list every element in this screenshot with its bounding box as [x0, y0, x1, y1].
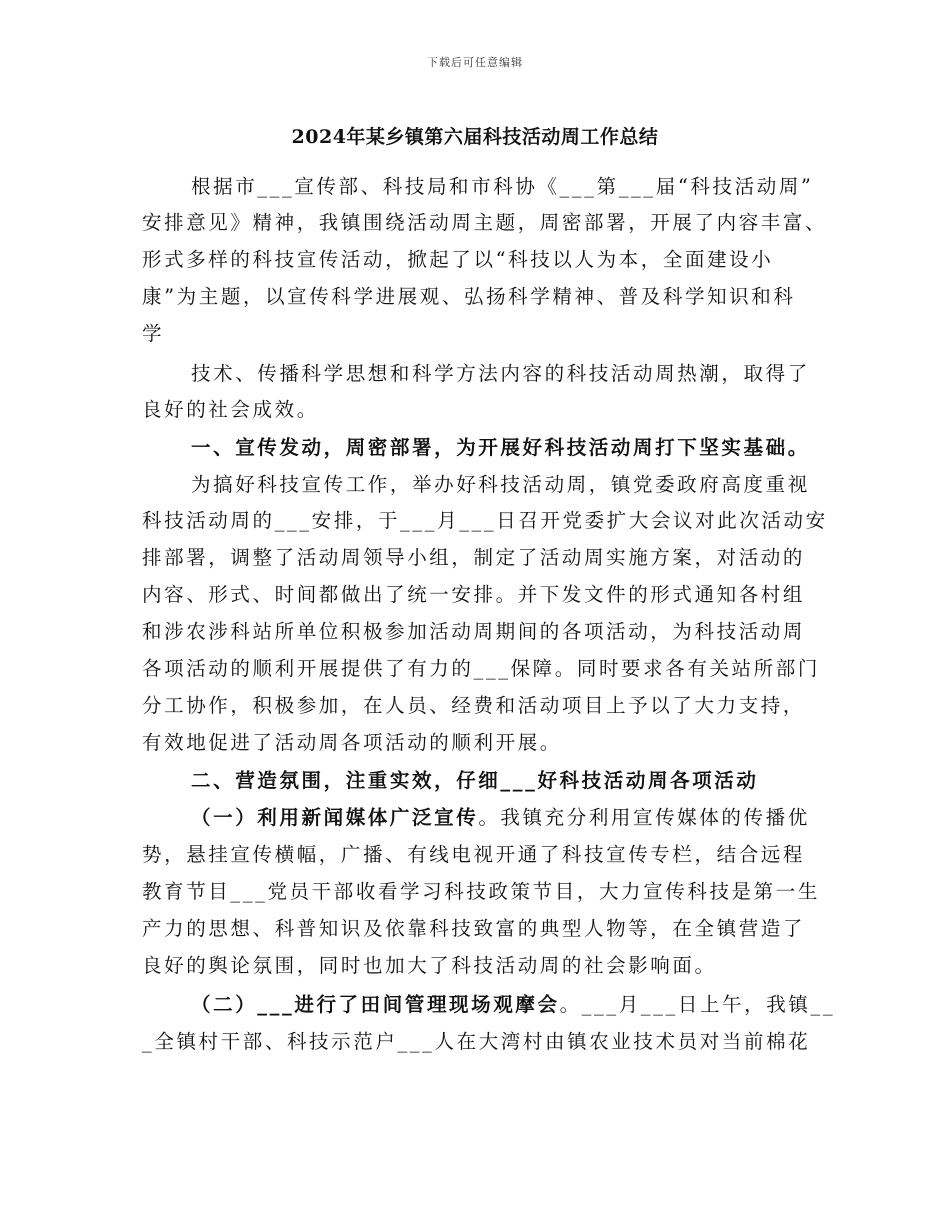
subsection-heading: （一）利用新闻媒体广泛宣传: [191, 806, 479, 829]
paragraph-line: 分工协作，积极参加，在人员、经费和活动项目上予以了大力支持，: [142, 694, 806, 717]
section-heading: 二、营造氛围，注重实效，仔细___好科技活动周各项活动: [191, 769, 759, 792]
page-header-note: 下载后可任意编辑: [427, 56, 523, 69]
document-title: 2024年某乡镇第六届科技活动周工作总结: [291, 126, 659, 148]
paragraph-line: 有效地促进了活动周各项活动的顺利开展。: [142, 731, 562, 754]
paragraph-line: 内容、形式、时间都做出了统一安排。并下发文件的形式通知各村组: [142, 583, 806, 606]
paragraph-line: [191, 992, 835, 1018]
paragraph-line: 势，悬挂宣传横幅，广播、有线电视开通了科技宣传专栏，结合远程: [142, 843, 806, 866]
paragraph-line: 排部署，调整了活动周领导小组，制定了活动周实施方案，对活动的: [142, 546, 806, 569]
paragraph-line: 康”为主题，以宣传科学进展观、弘扬科学精神、普及科学知识和科: [142, 285, 796, 308]
paragraph-line: 各项活动的顺利开展提供了有力的___保障。同时要求各有关站所部门: [142, 657, 820, 680]
paragraph-text: 。___月___日上午，我镇__: [559, 993, 836, 1016]
paragraph-line: 根据市___宣传部、科技局和市科协《___第___届“科技活动周”: [191, 175, 814, 198]
paragraph-line: 和涉农涉科站所单位积极参加活动周期间的各项活动，为科技活动周: [142, 620, 806, 643]
paragraph-line: 形式多样的科技宣传活动，掀起了以“科技以人为本，全面建设小: [142, 248, 774, 271]
paragraph-line: 良好的社会成效。: [142, 398, 319, 421]
section-heading: 一、宣传发动，周密部署，为开展好科技活动周打下坚实基础。: [191, 436, 810, 459]
paragraph-line: 技术、传播科学思想和科学方法内容的科技活动周热潮，取得了: [191, 362, 810, 385]
subsection-heading: （二）___进行了田间管理现场观摩会: [191, 993, 560, 1016]
paragraph-line: 良好的舆论氛围，同时也加大了科技活动周的社会影响面。: [142, 954, 717, 977]
paragraph-line: 科技活动周的___安排，于___月___日召开党委扩大会议对此次活动安: [142, 509, 828, 532]
paragraph-line: 为搞好科技宣传工作，举办好科技活动周，镇党委政府高度重视: [191, 473, 810, 496]
paragraph-line: [191, 805, 810, 831]
paragraph-line: 产力的思想、科普知识及依靠科技致富的典型人物等，在全镇营造了: [142, 917, 806, 940]
paragraph-line: 安排意见》精神，我镇围绕活动周主题，周密部署，开展了内容丰富、: [142, 211, 828, 234]
paragraph-line: 学: [142, 322, 165, 345]
paragraph-line: 教育节目___党员干部收看学习科技政策节目，大力宣传科技是第一生: [142, 880, 820, 903]
paragraph-line: _全镇村干部、科技示范户___人在大湾村由镇农业技术员对当前棉花: [142, 1030, 811, 1053]
paragraph-text: 。我镇充分利用宣传媒体的传播优: [478, 806, 810, 829]
